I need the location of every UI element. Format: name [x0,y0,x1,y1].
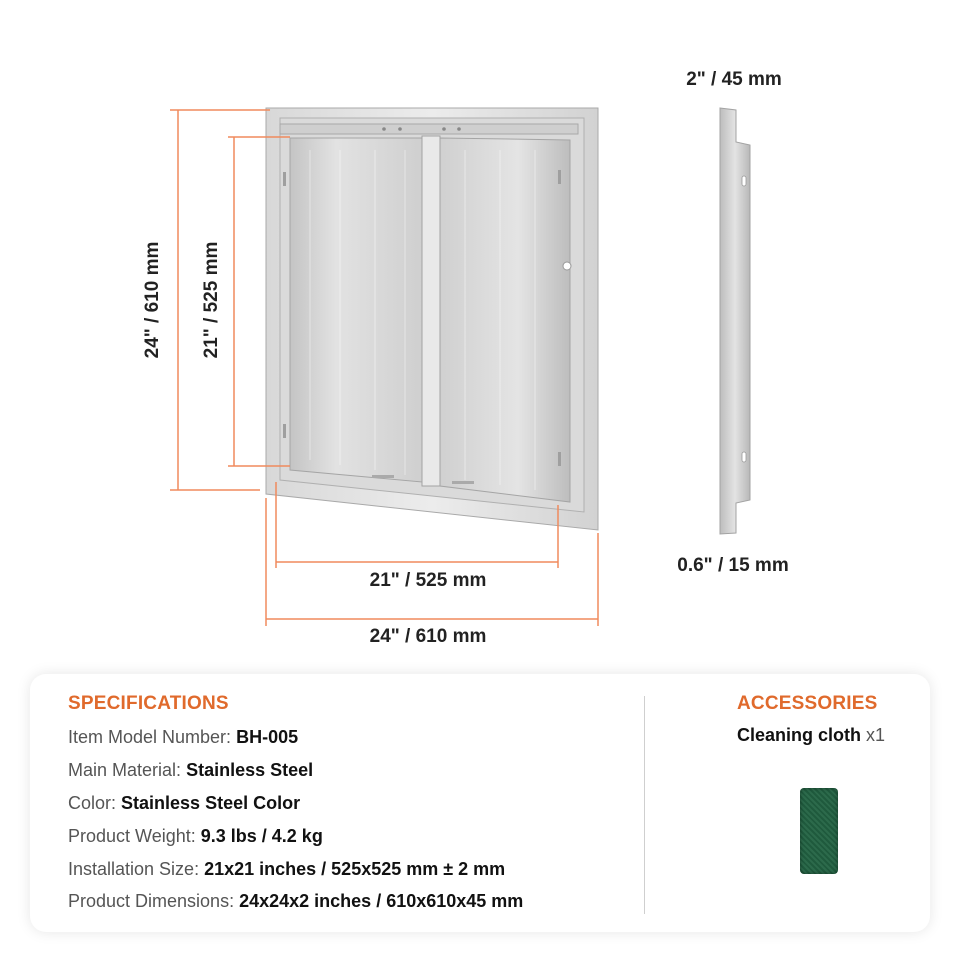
spec-label: Color: [68,793,117,813]
accessory-qty: x1 [866,725,886,745]
spec-label: Main Material: [68,760,182,780]
accessory-item [737,725,885,746]
depth-label: 2" / 45 mm [686,69,782,90]
specifications-title: SPECIFICATIONS [68,693,229,714]
cleaning-cloth-icon [800,788,838,874]
accessories-title: ACCESSORIES [737,693,878,714]
section-divider [644,696,645,914]
spec-value: BH-005 [236,727,299,747]
spec-row-model [68,727,298,748]
spec-row-installation-size [68,859,505,880]
inner-width-label: 21" / 525 mm [369,570,487,591]
flange-label: 0.6" / 15 mm [677,555,789,576]
door-side-profile [720,108,750,534]
spec-value: Stainless Steel Color [121,793,301,813]
door-frame [266,108,598,530]
spec-value: 21x21 inches / 525x525 mm ± 2 mm [204,859,506,879]
accessory-name: Cleaning cloth [737,725,862,745]
spec-row-material [68,760,313,781]
spec-label: Item Model Number: [68,727,232,747]
spec-label: Product Dimensions: [68,891,235,911]
spec-row-dimensions [68,891,523,912]
specifications-card [30,674,930,932]
spec-row-color [68,793,300,814]
spec-value: 24x24x2 inches / 610x610x45 mm [239,891,524,911]
outer-height-label: 24" / 610 mm [142,241,163,359]
spec-row-weight [68,826,323,847]
spec-value: Stainless Steel [186,760,314,780]
spec-label: Product Weight: [68,826,196,846]
outer-width-label: 24" / 610 mm [369,626,487,647]
inner-height-label: 21" / 525 mm [201,241,222,359]
spec-value: 9.3 lbs / 4.2 kg [200,826,323,846]
spec-label: Installation Size: [68,859,200,879]
